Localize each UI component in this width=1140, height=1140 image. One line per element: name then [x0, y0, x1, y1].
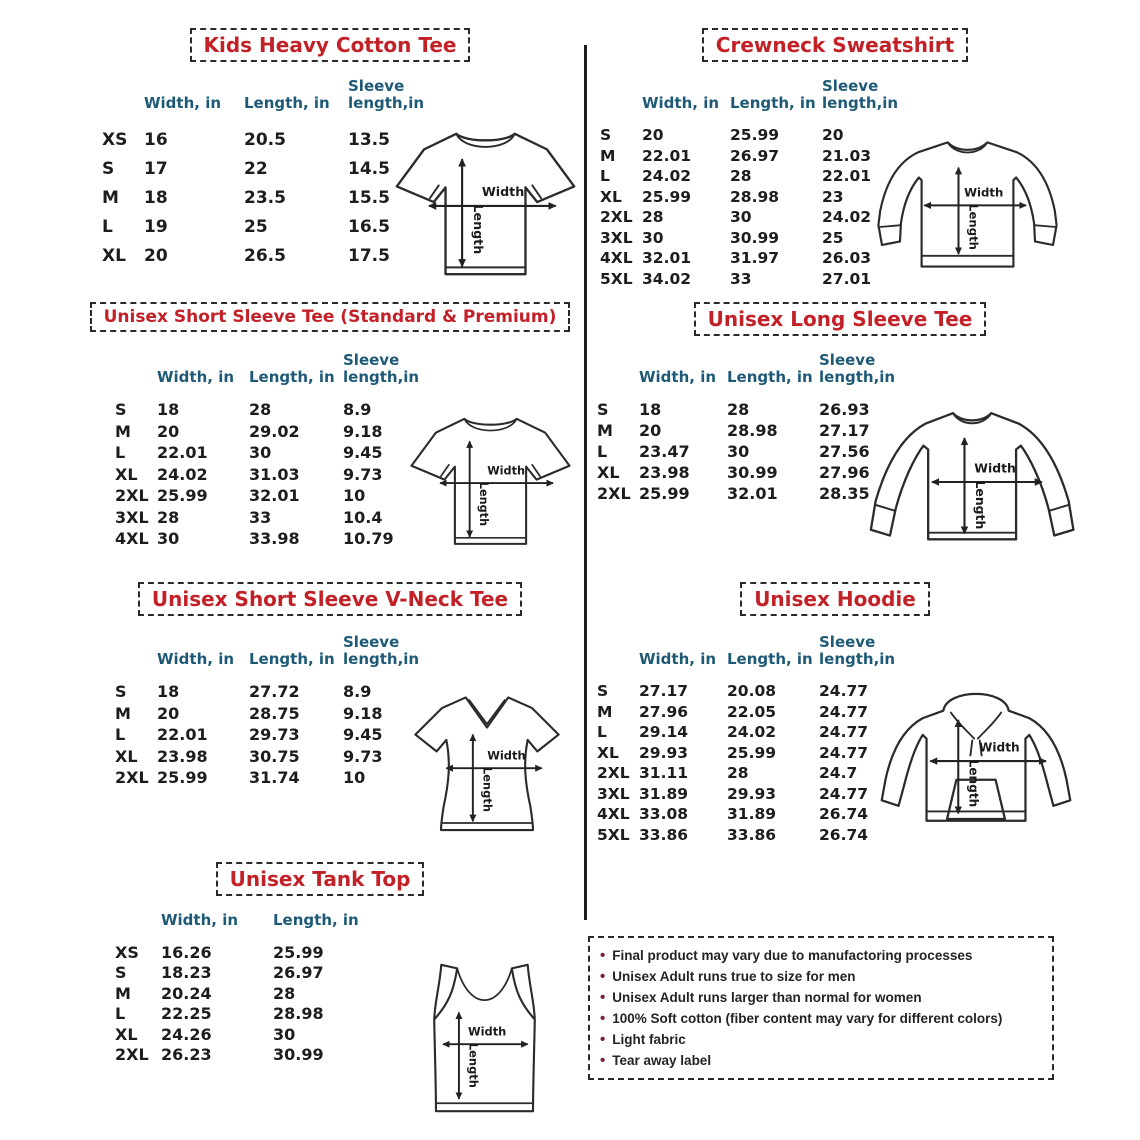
column-header: Sleeve length,in	[819, 633, 896, 668]
section-unisex-long-sleeve-tee	[592, 302, 1088, 572]
measurement-value: 29.93	[639, 743, 689, 762]
measurement-value: 23.5	[244, 187, 286, 208]
size-row	[115, 1024, 381, 1045]
size-row	[115, 507, 429, 529]
tee-illustration	[388, 108, 583, 298]
width-label: Width	[487, 464, 526, 478]
measurement-value: 10.79	[343, 529, 394, 549]
section-unisex-short-sleeve-tee	[80, 302, 580, 572]
measurement-value: 29.02	[249, 421, 300, 441]
measurement-value: 14.5	[348, 158, 390, 179]
size-label: L	[115, 1004, 126, 1024]
size-label: M	[115, 983, 131, 1003]
size-row	[102, 125, 434, 154]
measurement-value: 8.9	[343, 682, 372, 702]
measurement-value: 33.86	[727, 825, 777, 844]
size-row	[600, 269, 908, 290]
measurement-value: 32.01	[727, 484, 778, 503]
column-header: Width, in	[639, 650, 717, 668]
section-unisex-v-neck-tee	[80, 582, 580, 854]
measurement-value: 33.86	[639, 825, 689, 844]
measurement-value: 33.08	[639, 805, 689, 824]
column-header: Length, in	[273, 911, 359, 929]
measurement-value: 25.99	[273, 942, 324, 962]
width-label: Width	[467, 1024, 507, 1039]
size-label: M	[600, 146, 616, 165]
length-label: Length	[470, 204, 486, 255]
size-label: XL	[597, 463, 620, 482]
column-header	[600, 78, 642, 125]
size-label: 2XL	[597, 484, 631, 503]
size-row	[597, 743, 905, 764]
size-label: M	[115, 421, 131, 441]
measurement-value: 15.5	[348, 187, 390, 208]
column-header	[115, 352, 157, 399]
column-header: Sleeve length,in	[819, 351, 896, 386]
measurement-value: 20	[157, 703, 180, 723]
size-label: 2XL	[600, 208, 633, 227]
column-header: Length, in	[249, 650, 335, 668]
size-row	[102, 212, 434, 241]
header-row	[115, 634, 429, 681]
measurement-value: 17.5	[348, 245, 390, 266]
header-row	[597, 352, 905, 399]
section-title: Unisex Short Sleeve V-Neck Tee	[138, 582, 522, 616]
crewneck-sweatshirt-table	[600, 78, 908, 289]
size-label: 3XL	[600, 228, 633, 247]
header-row	[102, 78, 434, 125]
section-title: Crewneck Sweatshirt	[702, 28, 968, 62]
column-header: Width, in	[161, 911, 239, 929]
measurement-value: 28	[730, 167, 752, 186]
measurement-value: 18.23	[161, 963, 212, 983]
measurement-value: 29.93	[727, 784, 777, 803]
width-label: Width	[974, 460, 1016, 476]
length-label: Length	[966, 204, 981, 250]
measurement-value: 10	[343, 768, 366, 788]
column-header	[102, 78, 144, 125]
measurement-value: 18	[639, 400, 662, 419]
measurement-value: 22.05	[727, 702, 777, 721]
size-row	[600, 228, 908, 249]
size-row	[600, 248, 908, 269]
measurement-value: 31.89	[727, 805, 777, 824]
measurement-value: 29.14	[639, 723, 689, 742]
section-unisex-hoodie	[592, 582, 1078, 858]
size-row	[115, 724, 429, 746]
unisex-v-neck-tee-table	[115, 634, 429, 789]
measurement-value: 18	[144, 187, 168, 208]
size-label: 2XL	[597, 764, 630, 783]
measurement-value: 27.17	[819, 421, 870, 440]
size-label: XL	[102, 245, 126, 266]
measurement-value: 22.01	[822, 167, 872, 186]
measurement-value: 25.99	[157, 486, 208, 506]
measurement-value: 26.03	[822, 249, 872, 268]
size-label: M	[597, 702, 613, 721]
measurement-value: 26.97	[273, 963, 324, 983]
measurement-value: 30	[157, 529, 180, 549]
column-header	[597, 634, 639, 681]
measurement-value: 21.03	[822, 146, 872, 165]
size-row	[115, 703, 429, 725]
size-row	[115, 767, 429, 789]
column-header: Length, in	[727, 650, 813, 668]
size-label: XS	[102, 129, 128, 150]
column-header: Width, in	[642, 94, 720, 112]
size-label: L	[597, 442, 608, 461]
measurement-value: 30	[249, 443, 272, 463]
column-header	[115, 634, 157, 681]
measurement-value: 31.74	[249, 768, 300, 788]
size-row	[597, 681, 905, 702]
size-label: L	[597, 723, 607, 742]
size-row	[115, 1045, 381, 1066]
column-header	[115, 912, 161, 942]
size-label: S	[115, 400, 127, 420]
size-row	[115, 983, 381, 1004]
measurement-value: 20	[822, 126, 844, 145]
size-row	[115, 963, 381, 984]
measurement-value: 29.73	[249, 725, 300, 745]
measurement-value: 30	[273, 1024, 296, 1044]
size-row	[597, 784, 905, 805]
measurement-value: 20	[157, 421, 180, 441]
measurement-value: 28.75	[249, 703, 300, 723]
size-row	[115, 942, 381, 963]
size-label: 2XL	[115, 1045, 149, 1065]
size-row	[600, 166, 908, 187]
measurement-value: 28	[642, 208, 664, 227]
measurement-value: 25.99	[727, 743, 777, 762]
size-row	[597, 763, 905, 784]
measurement-value: 17	[144, 158, 168, 179]
size-row	[597, 804, 905, 825]
column-header: Length, in	[727, 368, 813, 386]
measurement-value: 33	[730, 269, 752, 288]
column-header: Length, in	[730, 94, 816, 112]
measurement-value: 28	[157, 507, 180, 527]
length-label: Length	[480, 766, 495, 812]
measurement-value: 20.08	[727, 682, 777, 701]
size-row	[115, 485, 429, 507]
measurement-value: 33	[249, 507, 272, 527]
column-header: Sleeve length,in	[348, 77, 425, 112]
measurement-value: 28	[249, 400, 272, 420]
measurement-value: 22.25	[161, 1004, 212, 1024]
measurement-value: 32.01	[642, 249, 692, 268]
measurement-value: 25.99	[642, 187, 692, 206]
measurement-value: 24.26	[161, 1024, 212, 1044]
size-row	[597, 462, 905, 483]
size-label: 4XL	[597, 805, 630, 824]
measurement-value: 18	[157, 400, 180, 420]
size-row	[115, 464, 429, 486]
measurement-value: 28.98	[273, 1004, 324, 1024]
measurement-value: 25	[244, 216, 268, 237]
measurement-value: 23.98	[639, 463, 690, 482]
size-row	[600, 187, 908, 208]
note-item: • Light fabric	[600, 1029, 1042, 1050]
measurement-value: 31.97	[730, 249, 780, 268]
measurement-value: 8.9	[343, 400, 372, 420]
measurement-value: 30	[642, 228, 664, 247]
measurement-value: 20	[639, 421, 662, 440]
size-label: S	[115, 963, 127, 983]
measurement-value: 20.24	[161, 983, 212, 1003]
measurement-value: 26.97	[730, 146, 780, 165]
long-sleeve-tee-illustration	[864, 396, 1086, 568]
size-label: S	[115, 682, 127, 702]
size-row	[597, 399, 905, 420]
measurement-value: 22.01	[157, 443, 208, 463]
column-header: Length, in	[249, 368, 335, 386]
measurement-value: 9.73	[343, 746, 383, 766]
size-row	[102, 241, 434, 270]
measurement-value: 30.75	[249, 746, 300, 766]
measurement-value: 30.99	[730, 228, 780, 247]
measurement-value: 28	[727, 764, 749, 783]
unisex-hoodie-table	[597, 634, 905, 845]
column-header: Sleeve length,in	[822, 77, 899, 112]
size-label: M	[597, 421, 613, 440]
size-label: XL	[115, 746, 138, 766]
header-row	[597, 634, 905, 681]
measurement-value: 24.02	[727, 723, 777, 742]
size-label: 4XL	[115, 529, 149, 549]
size-row	[115, 442, 429, 464]
measurement-value: 31.89	[639, 784, 689, 803]
measurement-value: 24.77	[819, 784, 869, 803]
measurement-value: 31.11	[639, 764, 689, 783]
unisex-short-sleeve-tee-table	[115, 352, 429, 550]
measurement-value: 25.99	[730, 126, 780, 145]
column-header: Width, in	[157, 650, 235, 668]
size-label: 4XL	[600, 249, 633, 268]
size-row	[102, 154, 434, 183]
tank-top-illustration	[422, 956, 547, 1128]
size-label: M	[102, 187, 119, 208]
size-row	[115, 421, 429, 443]
size-row	[600, 125, 908, 146]
section-unisex-tank-top	[80, 862, 560, 1138]
measurement-value: 24.7	[819, 764, 858, 783]
measurement-value: 30	[727, 442, 750, 461]
size-label: XL	[115, 1024, 138, 1044]
measurement-value: 27.72	[249, 682, 300, 702]
measurement-value: 26.74	[819, 805, 869, 824]
measurement-value: 24.77	[819, 723, 869, 742]
length-label: Length	[972, 480, 988, 530]
size-label: L	[102, 216, 113, 237]
measurement-value: 26.93	[819, 400, 870, 419]
column-header: Sleeve length,in	[343, 633, 420, 668]
column-header: Width, in	[639, 368, 717, 386]
kids-heavy-cotton-tee-table	[102, 78, 434, 270]
section-title: Unisex Long Sleeve Tee	[694, 302, 987, 336]
measurement-value: 26.23	[161, 1045, 212, 1065]
measurement-value: 28	[273, 983, 296, 1003]
size-label: 3XL	[115, 507, 149, 527]
measurement-value: 32.01	[249, 486, 300, 506]
measurement-value: 20.5	[244, 129, 286, 150]
measurement-value: 16.5	[348, 216, 390, 237]
measurement-value: 30.99	[273, 1045, 324, 1065]
size-label: XL	[115, 464, 138, 484]
size-label: S	[600, 126, 612, 145]
measurement-value: 31.03	[249, 464, 300, 484]
measurement-value: 24.02	[642, 167, 692, 186]
size-label: 5XL	[600, 269, 633, 288]
v-neck-tee-illustration	[398, 678, 576, 846]
hoodie-illustration	[878, 672, 1074, 852]
size-label: L	[115, 443, 126, 463]
size-label: S	[597, 682, 609, 701]
measurement-value: 23.47	[639, 442, 690, 461]
measurement-value: 19	[144, 216, 168, 237]
section-crewneck-sweatshirt	[595, 28, 1075, 296]
measurement-value: 24.02	[822, 208, 872, 227]
size-row	[115, 399, 429, 421]
measurement-value: 28	[727, 400, 750, 419]
size-label: L	[600, 167, 610, 186]
size-label: 5XL	[597, 825, 630, 844]
measurement-value: 9.45	[343, 725, 383, 745]
size-label: M	[115, 703, 131, 723]
section-title: Unisex Short Sleeve Tee (Standard & Premium)	[90, 302, 571, 332]
measurement-value: 33.98	[249, 529, 300, 549]
measurement-value: 13.5	[348, 129, 390, 150]
measurement-value: 27.01	[822, 269, 872, 288]
note-item: • Tear away label	[600, 1050, 1042, 1071]
measurement-value: 10.4	[343, 507, 383, 527]
size-row	[102, 183, 434, 212]
section-title: Unisex Hoodie	[740, 582, 930, 616]
size-label: XL	[600, 187, 622, 206]
size-label: 2XL	[115, 486, 149, 506]
length-label: Length	[966, 759, 981, 808]
size-label: 2XL	[115, 768, 149, 788]
column-header	[597, 352, 639, 399]
size-row	[597, 420, 905, 441]
measurement-value: 34.02	[642, 269, 692, 288]
section-title: Unisex Tank Top	[216, 862, 425, 896]
size-row	[597, 702, 905, 723]
measurement-value: 24.77	[819, 702, 869, 721]
measurement-value: 24.77	[819, 682, 869, 701]
size-row	[115, 1004, 381, 1025]
column-header: Width, in	[144, 94, 222, 112]
measurement-value: 18	[157, 682, 180, 702]
length-label: Length	[477, 481, 491, 527]
size-row	[115, 681, 429, 703]
measurement-value: 16	[144, 129, 168, 150]
column-header: Length, in	[244, 94, 330, 112]
note-item: • 100% Soft cotton (fiber content may vary for different colors)	[600, 1008, 1042, 1029]
measurement-value: 22.01	[642, 146, 692, 165]
unisex-tank-top-table	[115, 912, 381, 1065]
measurement-value: 25.99	[157, 768, 208, 788]
size-row	[597, 722, 905, 743]
measurement-value: 27.96	[819, 463, 870, 482]
header-row	[115, 912, 381, 942]
measurement-value: 28.98	[730, 187, 780, 206]
size-row	[115, 746, 429, 768]
measurement-value: 22.01	[157, 725, 208, 745]
measurement-value: 27.96	[639, 702, 689, 721]
header-row	[115, 352, 429, 399]
size-label: 3XL	[597, 784, 630, 803]
size-row	[600, 207, 908, 228]
size-row	[115, 528, 429, 550]
column-divider	[584, 45, 587, 920]
size-row	[597, 825, 905, 846]
measurement-value: 24.77	[819, 743, 869, 762]
measurement-value: 23.98	[157, 746, 208, 766]
size-row	[597, 483, 905, 504]
product-notes-box	[588, 936, 1054, 1080]
size-label: XS	[115, 942, 139, 962]
column-header: Sleeve length,in	[343, 351, 420, 386]
measurement-value: 10	[343, 486, 366, 506]
measurement-value: 27.56	[819, 442, 870, 461]
measurement-value: 16.26	[161, 942, 212, 962]
section-title: Kids Heavy Cotton Tee	[190, 28, 471, 62]
measurement-value: 30	[730, 208, 752, 227]
note-item: • Final product may vary due to manufactoring processes	[600, 945, 1042, 966]
measurement-value: 25	[822, 228, 844, 247]
product-notes-list	[600, 945, 1042, 1071]
measurement-value: 28.98	[727, 421, 778, 440]
size-label: S	[102, 158, 115, 179]
size-label: L	[115, 725, 126, 745]
measurement-value: 20	[642, 126, 664, 145]
sweatshirt-illustration	[865, 128, 1070, 290]
note-item: • Unisex Adult runs true to size for men	[600, 966, 1042, 987]
header-row	[600, 78, 908, 125]
measurement-value: 20	[144, 245, 168, 266]
width-label: Width	[979, 740, 1020, 755]
measurement-value: 9.18	[343, 421, 383, 441]
width-label: Width	[481, 184, 525, 200]
width-label: Width	[487, 748, 526, 763]
measurement-value: 22	[244, 158, 268, 179]
measurement-value: 9.45	[343, 443, 383, 463]
size-label: XL	[597, 743, 619, 762]
measurement-value: 26.74	[819, 825, 869, 844]
size-row	[597, 441, 905, 462]
size-row	[600, 146, 908, 167]
measurement-value: 26.5	[244, 245, 286, 266]
measurement-value: 9.73	[343, 464, 383, 484]
measurement-value: 25.99	[639, 484, 690, 503]
measurement-value: 28.35	[819, 484, 870, 503]
unisex-long-sleeve-tee-table	[597, 352, 905, 504]
size-label: S	[597, 400, 609, 419]
width-label: Width	[964, 185, 1004, 200]
measurement-value: 9.18	[343, 703, 383, 723]
measurement-value: 23	[822, 187, 844, 206]
length-label: Length	[466, 1042, 481, 1088]
tee-illustration	[398, 398, 583, 563]
note-item: • Unisex Adult runs larger than normal for women	[600, 987, 1042, 1008]
section-kids-heavy-cotton-tee	[80, 28, 580, 296]
measurement-value: 30.99	[727, 463, 778, 482]
column-header: Width, in	[157, 368, 235, 386]
measurement-value: 24.02	[157, 464, 208, 484]
measurement-value: 27.17	[639, 682, 689, 701]
